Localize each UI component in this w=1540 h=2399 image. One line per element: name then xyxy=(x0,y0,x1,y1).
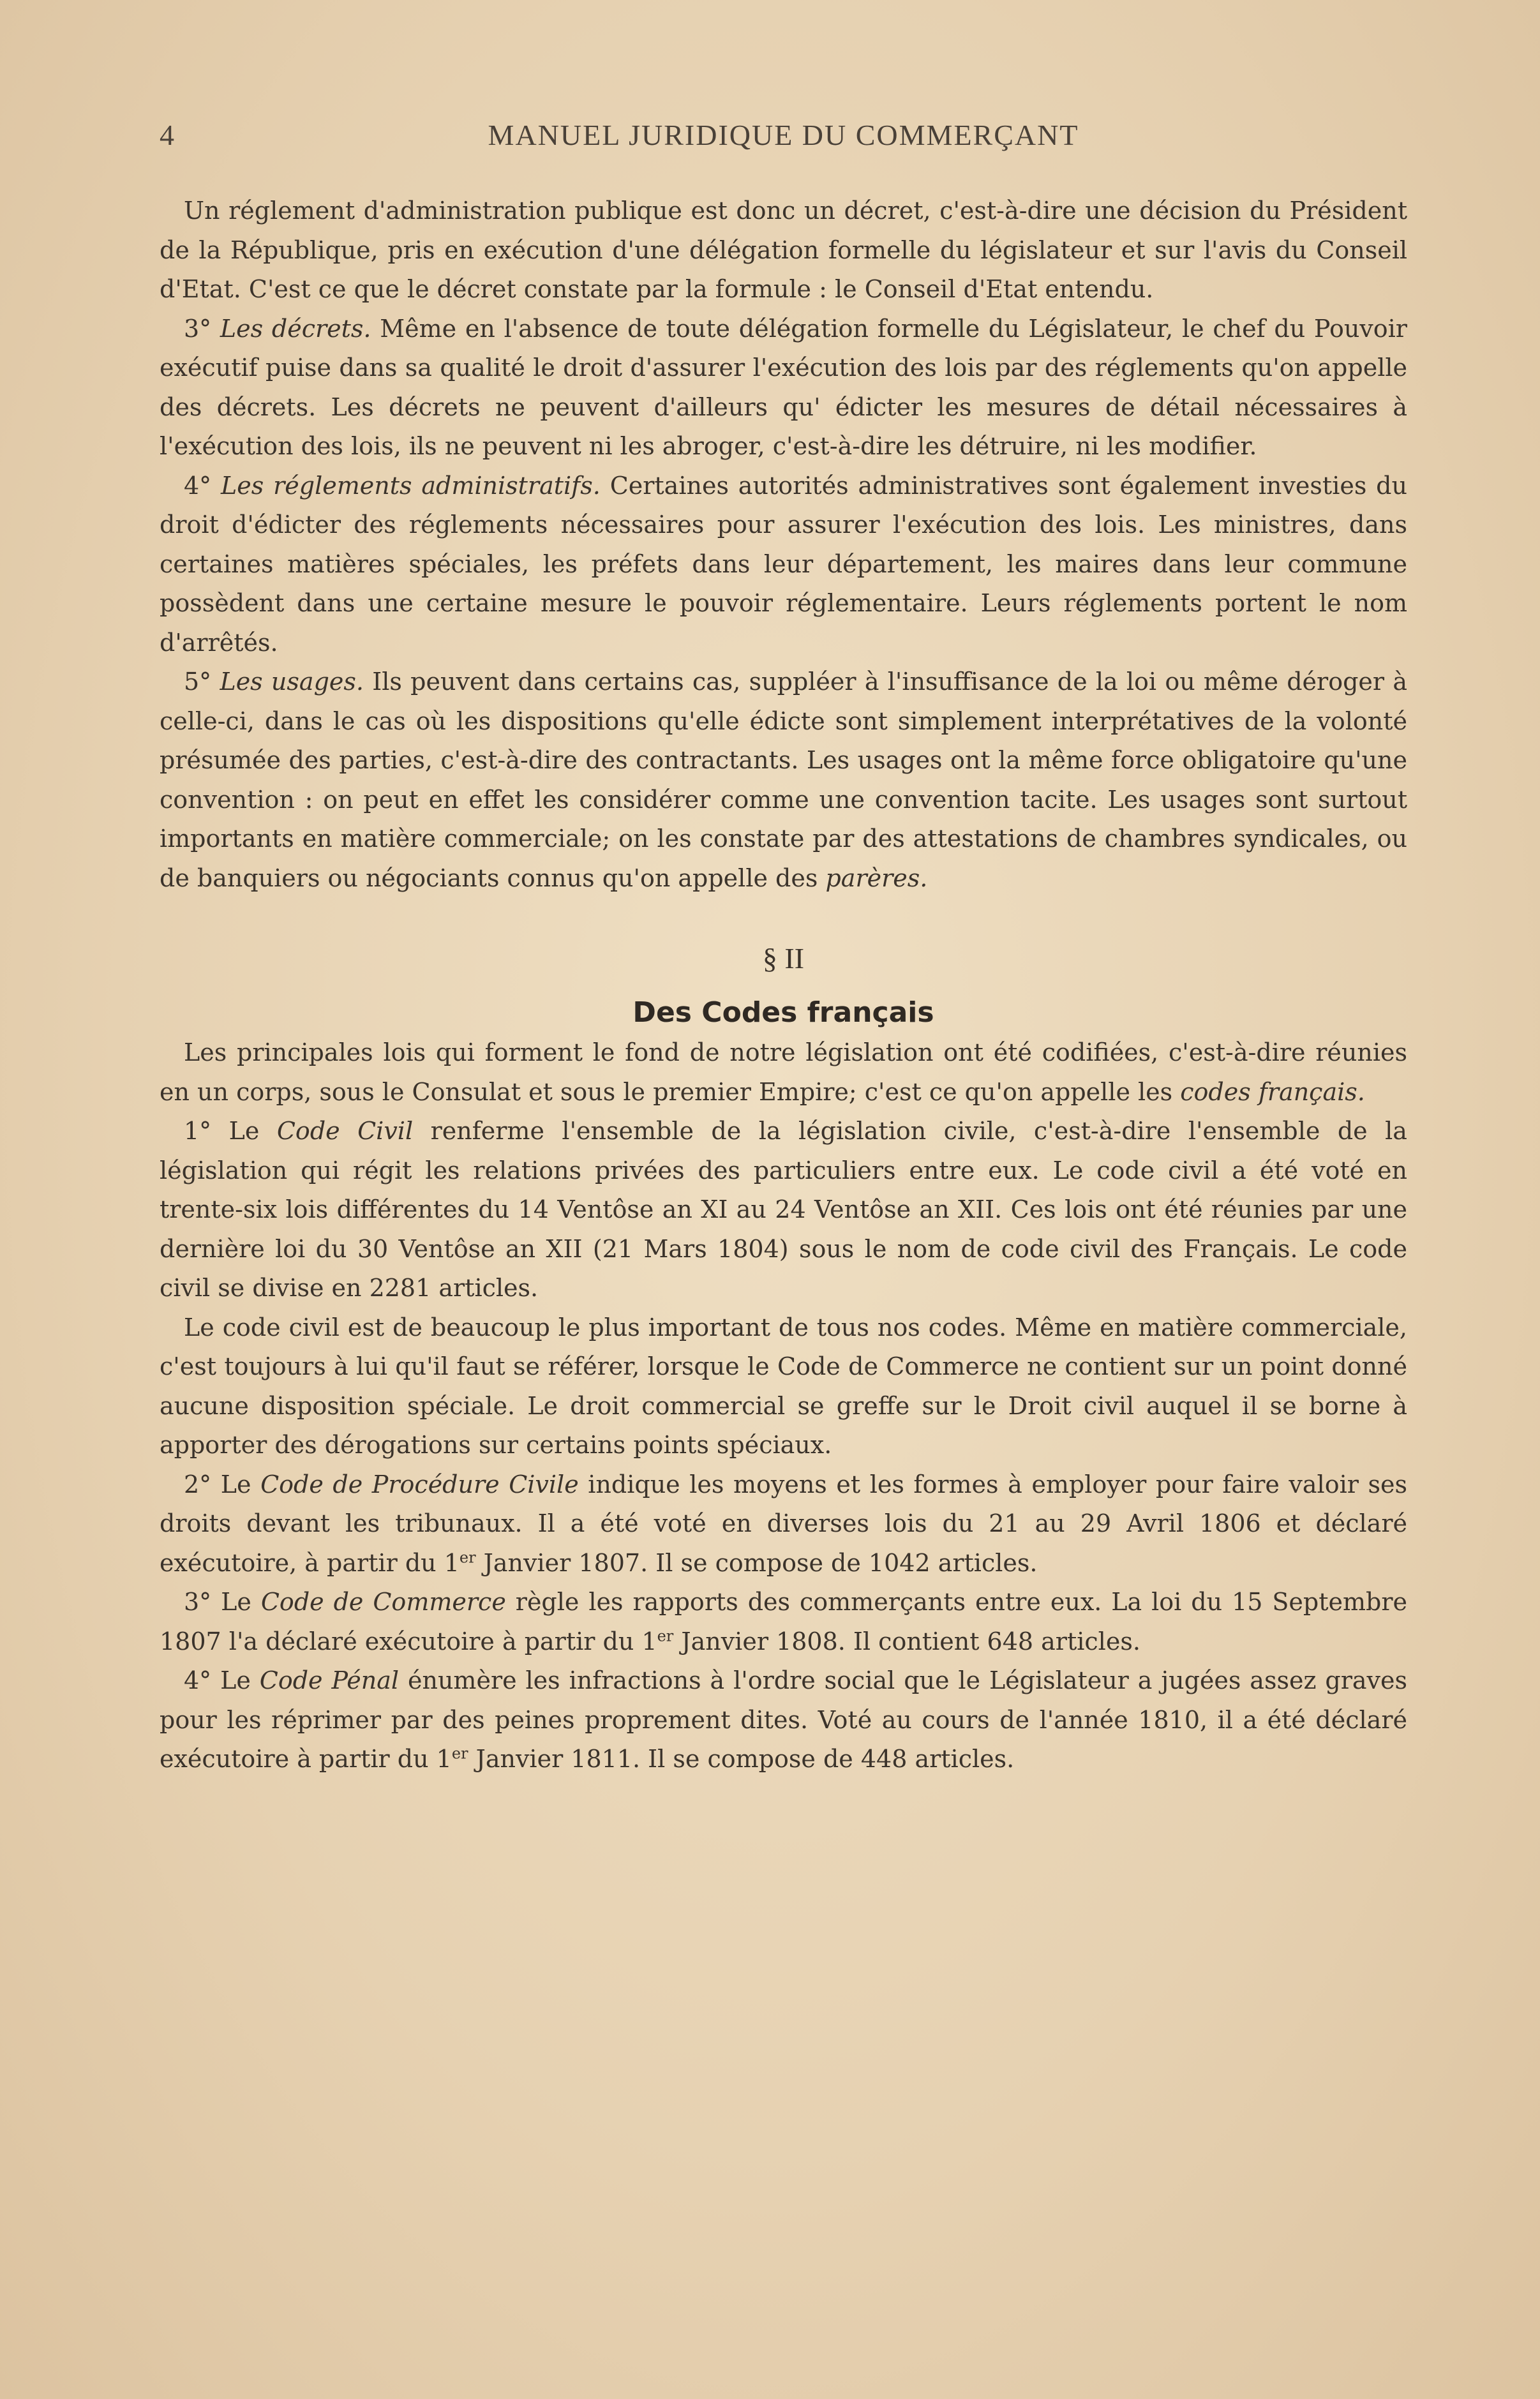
page-header xyxy=(160,102,1407,153)
paragraph xyxy=(160,1308,1407,1465)
code-title: Code de Commerce xyxy=(260,1588,506,1616)
paragraph xyxy=(160,1465,1407,1583)
paragraph-text: Un réglement d'administration publique est donc un décret, c'est-à-dire une décision du Président de la République, pris en exécution d'une délégation formelle du législateur et sur l'avis du Conseil d'Etat. C'est ce que le décret constate par la formule : le Conseil d'Etat entendu. xyxy=(160,197,1407,303)
code-title: Code Civil xyxy=(276,1117,414,1145)
superscript: er xyxy=(459,1548,476,1566)
word: Le xyxy=(220,1666,251,1694)
paragraph-text: Janvier 1807. Il se compose de 1042 articles. xyxy=(483,1548,1038,1577)
running-title: MANUEL JURIDIQUE DU COMMERÇANT xyxy=(488,119,1079,151)
word: Le xyxy=(220,1470,251,1498)
paragraph-text: renferme l'ensemble de la législation civile, c'est-à-dire l'ensemble de la législation qui régit les relations privées des particuliers entre eux. Le code civil a été voté en trente-six lois différentes du 14 Ventôse an XI au 24 Ventôse an XII. Ces lois ont été réunies par une dernière loi du 30 Ventôse an XII (21 Mars 1804) sous le nom de code civil des Français. Le code civil se divise en 2281 articles. xyxy=(160,1117,1407,1302)
item-number: 2° xyxy=(184,1470,212,1498)
paragraph xyxy=(160,1583,1407,1661)
item-number: 4° xyxy=(184,1666,212,1694)
book-page xyxy=(160,102,1407,1779)
item-number: 1° xyxy=(184,1117,212,1145)
paragraph-text: énumère les infractions à l'ordre social que le Législateur a jugées assez graves pour les réprimer par des peines proprement dites. Voté au cours de l'année 1810, il a été déclaré exécutoire à partir du 1 xyxy=(160,1666,1407,1773)
italic-term: codes français. xyxy=(1180,1077,1365,1106)
paragraph-text: Les principales lois qui forment le fond de notre législation ont été codifiées, c'est-à-dire réunies en un corps, sous le Consulat et sous le premier Empire; c'est ce qu'on appelle les xyxy=(160,1038,1407,1106)
paragraph-text: Le code civil est de beaucoup le plus important de tous nos codes. Même en matière commerciale, c'est toujours à lui qu'il faut se référer, lorsque le Code de Commerce ne contient sur un point donné aucune disposition spéciale. Le droit commercial se greffe sur le Droit civil auquel il se borne à apporter des dérogations sur certains points spéciaux. xyxy=(160,1313,1407,1459)
word: Le xyxy=(228,1117,260,1145)
code-title: Code Pénal xyxy=(259,1666,400,1694)
paragraph xyxy=(160,467,1407,663)
paragraph xyxy=(160,1033,1407,1112)
superscript: er xyxy=(657,1626,674,1645)
item-number: 4° xyxy=(184,471,212,500)
paragraph-text: Certaines autorités administratives sont également investies du droit d'édicter des réglements nécessaires pour assurer l'exécution des lois. Les ministres, dans certaines matières spéciales, les préfets dans leur département, les maires dans leur commune possèdent dans une certaine mesure le pouvoir réglementaire. Leurs réglements portent le nom d'arrêtés. xyxy=(160,471,1407,657)
paragraph-text: Janvier 1811. Il se compose de 448 articles. xyxy=(475,1745,1015,1773)
paragraph-text: Janvier 1808. Il contient 648 articles. xyxy=(681,1627,1140,1655)
paragraph xyxy=(160,191,1407,310)
item-title: Les décrets. xyxy=(220,314,371,343)
paragraph-text: règle les rapports des commerçants entre eux. La loi du 15 Septembre 1807 l'a déclaré exécutoire à partir du 1 xyxy=(160,1588,1407,1655)
item-title: Les usages. xyxy=(220,668,364,696)
item-number: 3° xyxy=(184,314,212,343)
page-number: 4 xyxy=(160,119,176,151)
word: Le xyxy=(221,1588,251,1616)
paragraph-text: Ils peuvent dans certains cas, suppléer à l'insuffisance de la loi ou même déroger à celle-ci, dans le cas où les dispositions qu'elle édicte sont simplement interprétatives de la volonté présumée des parties, c'est-à-dire des contractants. Les usages ont la même force obligatoire qu'une convention : on peut en effet les considérer comme une convention tacite. Les usages sont surtout importants en matière commerciale; on les constate par des attestations de chambres syndicales, ou de banquiers ou négociants connus qu'on appelle des xyxy=(160,668,1407,892)
paragraph xyxy=(160,662,1407,898)
italic-term: parères. xyxy=(825,863,928,892)
paragraph xyxy=(160,1112,1407,1308)
item-number: 5° xyxy=(184,668,212,696)
paragraph-text: Même en l'absence de toute délégation formelle du Législateur, le chef du Pouvoir exécutif puise dans sa qualité le droit d'assurer l'exécution des lois par des réglements qu'on appelle des décrets. Les décrets ne peuvent d'ailleurs qu' édicter les mesures de détail nécessaires à l'exécution des lois, ils ne peuvent ni les abroger, c'est-à-dire les détruire, ni les modifier. xyxy=(160,314,1407,460)
section-title: Des Codes français xyxy=(632,996,934,1029)
paragraph-text: indique les moyens et les formes à employer pour faire valoir ses droits devant les tribunaux. Il a été voté en diverses lois du 21 au 29 Avril 1806 et déclaré exécutoire, à partir du 1 xyxy=(160,1470,1407,1577)
item-number: 3° xyxy=(184,1588,212,1616)
paragraph xyxy=(160,310,1407,467)
item-title: Les réglements administratifs. xyxy=(221,471,601,500)
code-title: Code de Procédure Civile xyxy=(260,1470,579,1498)
page-body xyxy=(160,191,1407,1779)
superscript: er xyxy=(451,1744,468,1763)
section-mark: § II xyxy=(762,942,805,975)
paragraph xyxy=(160,1661,1407,1779)
